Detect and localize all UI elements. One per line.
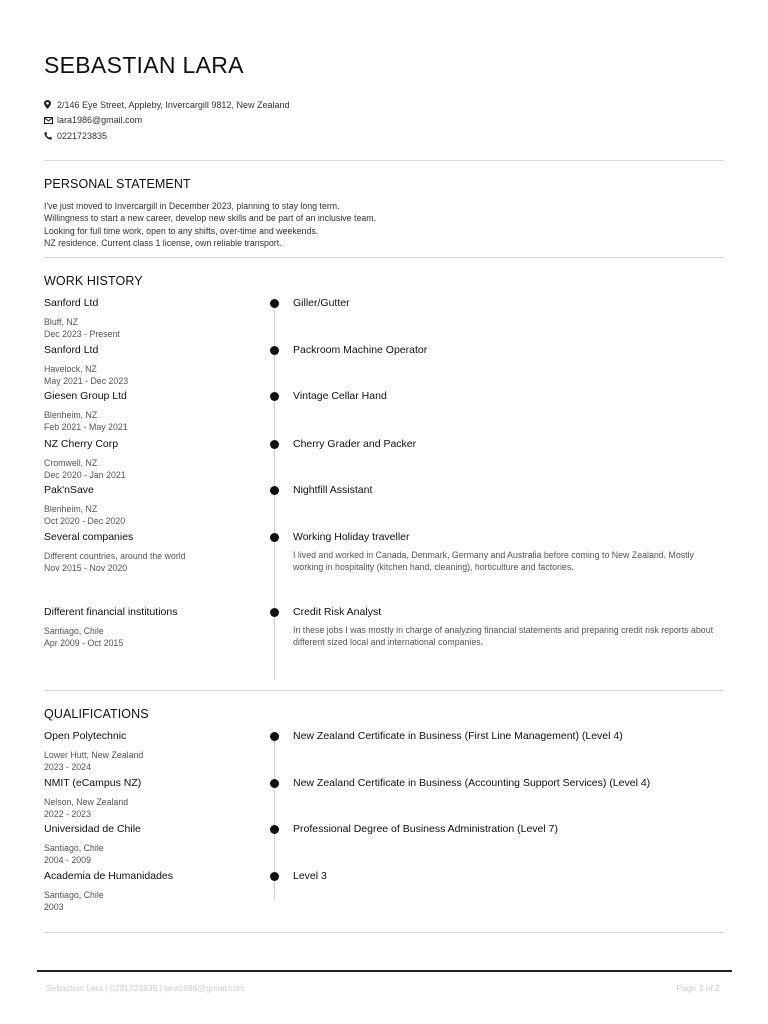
statement-line: Willingness to start a new career, develop new skills and be part of an inclusive team.	[44, 213, 377, 224]
timeline-dot	[270, 440, 279, 449]
qualification-title: New Zealand Certificate in Business (Accounting Support Services) (Level 4)	[293, 777, 651, 789]
job-description: I lived and worked in Canada, Denmark, Germany and Australia before coming to New Zealand. Mostly working in hospitality (kitchen hand, cleaning), horticulture and factories.	[293, 550, 694, 573]
timeline-dot	[270, 732, 279, 741]
timeline-dot	[270, 608, 279, 617]
candidate-name: SEBASTIAN LARA	[44, 52, 244, 78]
statement-line: I've just moved to Invercargill in December 2023, planning to stay long term.	[44, 201, 340, 211]
work-dates: Oct 2020 - Dec 2020	[44, 516, 126, 526]
timeline-dot	[270, 533, 279, 542]
job-title: Vintage Cellar Hand	[293, 390, 387, 402]
statement-line: NZ residence. Current class 1 license, own reliable transport.	[44, 237, 282, 248]
employer-name: Sanford Ltd	[44, 344, 99, 356]
divider	[44, 932, 724, 933]
statement-line: Looking for full time work, open to any shifts, over-time and weekends.	[44, 225, 319, 236]
employer-name: Pak'nSave	[44, 484, 94, 496]
institution-location: Lower Hutt, New Zealand	[44, 750, 144, 760]
qualifications-heading: QUALIFICATIONS	[44, 707, 149, 721]
contact-address	[44, 97, 289, 113]
job-title: Working Holiday traveller	[293, 531, 410, 543]
work-location: Bluff, NZ	[44, 317, 79, 327]
work-location: Blenheim, NZ	[44, 410, 98, 420]
map-pin-icon	[44, 100, 57, 109]
work-dates: May 2021 - Dec 2023	[44, 376, 129, 386]
job-title: Packroom Machine Operator	[293, 344, 428, 356]
qualification-title: Professional Degree of Business Administration (Level 7)	[293, 823, 558, 835]
study-dates: 2022 - 2023	[44, 809, 91, 819]
employer-name: NZ Cherry Corp	[44, 438, 119, 450]
personal-statement-heading: PERSONAL STATEMENT	[44, 177, 191, 191]
personal-statement-text	[44, 200, 376, 249]
work-location: Blenheim, NZ	[44, 504, 98, 514]
job-title: Nightfill Assistant	[293, 484, 373, 496]
footer-contact: Sebastian Lara | 0221723835 | lara1986@gmail.com	[46, 983, 245, 993]
timeline-dot	[270, 346, 279, 355]
timeline-dot	[270, 779, 279, 788]
employer-name: Giesen Group Ltd	[44, 390, 127, 402]
phone-text: 0221723835	[57, 130, 108, 141]
contact-phone	[44, 128, 289, 144]
timeline-dot	[270, 486, 279, 495]
work-dates: Dec 2023 - Present	[44, 329, 120, 339]
qualification-title: Level 3	[293, 870, 327, 882]
work-location: Cromwell, NZ	[44, 458, 98, 468]
work-dates: Apr 2009 - Oct 2015	[44, 638, 124, 648]
phone-icon	[44, 132, 57, 140]
footer-rule	[37, 970, 732, 972]
divider	[44, 257, 724, 258]
address-text: 2/146 Eye Street, Appleby, Invercargill 9812, New Zealand	[57, 99, 290, 110]
job-title: Credit Risk Analyst	[293, 606, 382, 618]
employer-name: Several companies	[44, 531, 134, 543]
work-dates: Dec 2020 - Jan 2021	[44, 470, 126, 480]
envelope-icon	[44, 117, 57, 124]
institution-location: Santiago, Chile	[44, 890, 104, 900]
institution-name: Open Polytechnic	[44, 730, 127, 742]
study-dates: 2004 - 2009	[44, 855, 91, 865]
timeline-dot	[270, 392, 279, 401]
job-title: Giller/Gutter	[293, 297, 350, 309]
institution-name: Universidad de Chile	[44, 823, 141, 835]
study-dates: 2023 - 2024	[44, 762, 91, 772]
timeline-dot	[270, 872, 279, 881]
work-history-heading: WORK HISTORY	[44, 274, 143, 288]
contact-email	[44, 113, 289, 129]
qualification-title: New Zealand Certificate in Business (First Line Management) (Level 4)	[293, 730, 623, 742]
divider	[44, 690, 724, 691]
employer-name: Different financial institutions	[44, 606, 178, 618]
email-link[interactable]: lara1986@gmail.com	[57, 115, 143, 126]
job-title: Cherry Grader and Packer	[293, 438, 417, 450]
timeline-dot	[270, 299, 279, 308]
job-description: In these jobs I was mostly in charge of analyzing financial statements and preparing credit risk reports about different sized local and international companies.	[293, 625, 714, 648]
work-dates: Feb 2021 - May 2021	[44, 422, 128, 432]
work-location: Santiago, Chile	[44, 626, 104, 636]
work-location: Different countries, around the world	[44, 551, 186, 561]
page-number: Page 1 of 2	[676, 983, 720, 993]
divider	[44, 160, 724, 161]
work-location: Havelock, NZ	[44, 364, 97, 374]
institution-name: NMIT (eCampus NZ)	[44, 777, 142, 789]
institution-name: Academia de Humanidades	[44, 870, 173, 882]
timeline-dot	[270, 825, 279, 834]
work-dates: Nov 2015 - Nov 2020	[44, 563, 128, 573]
study-dates: 2003	[44, 902, 64, 912]
institution-location: Santiago, Chile	[44, 843, 104, 853]
institution-location: Nelson, New Zealand	[44, 797, 129, 807]
employer-name: Sanford Ltd	[44, 297, 99, 309]
contact-block	[44, 97, 289, 144]
